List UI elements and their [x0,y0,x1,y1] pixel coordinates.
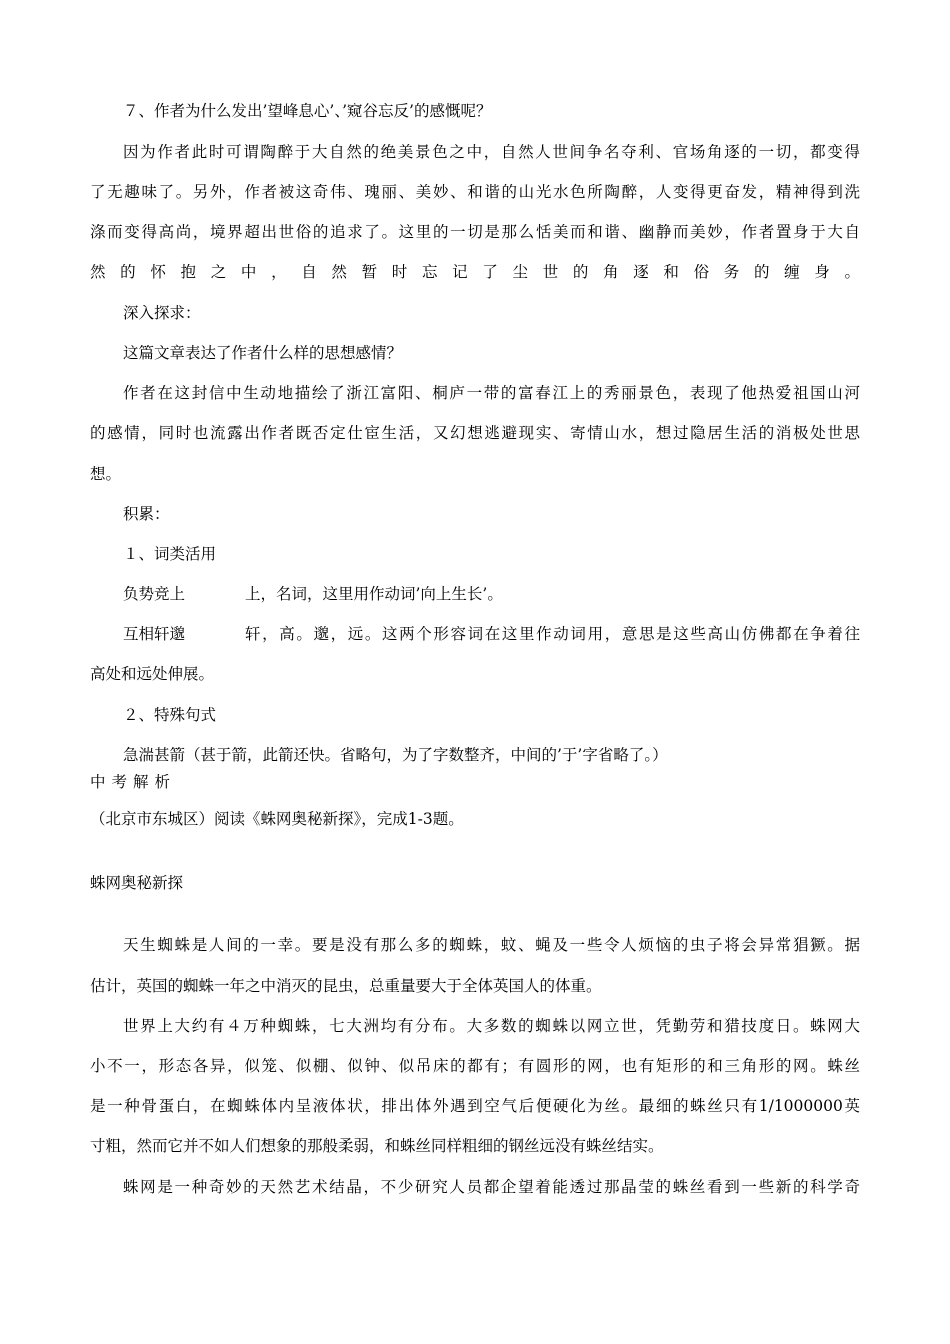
article-title: 蛛网奥秘新探 [90,874,184,892]
item-1-term: 负势竞上 [123,585,186,603]
explore-heading: 深入探求： [123,304,201,322]
exam-heading: 中考解析 [90,773,177,791]
item-2-term: 互相轩邈 [123,625,186,643]
accumulate-heading: 积累： [123,505,170,523]
answer-7-line-4: 然的怀抱之中，自然暂时忘记了尘世的角逐和俗务的缠身。 [90,263,860,281]
item-3: 急湍甚箭（甚于箭，此箭还快。省略句，为了字数整齐，中间的’于’字省略了。） [123,746,668,764]
article-p2-line-1: 世界上大约有４万种蜘蛛，七大洲均有分布。大多数的蜘蛛以网立世，凭勤劳和猎技度日。蛛网大 [123,1017,860,1035]
article-p2-line-3: 是一种骨蛋白，在蜘蛛体内呈液体状，排出体外遇到空气后便硬化为丝。最细的蛛丝只有1/1000000英 [90,1097,860,1115]
explore-question: 这篇文章表达了作者什么样的思想感情？ [123,344,403,362]
question-7: ７、作者为什么发出’望峰息心’、’窥谷忘反’的感慨呢？ [123,102,492,120]
item-1-desc: 上，名词，这里用作动词’向上生长’。 [245,585,503,603]
explore-answer-line-3: 想。 [90,465,122,483]
section-2-title: ２、特殊句式 [123,706,217,724]
answer-7-line-1: 因为作者此时可谓陶醉于大自然的绝美景色之中，自然人世间争名夺利、官场角逐的一切，都变得 [123,143,860,161]
article-p3-line-1: 蛛网是一种奇妙的天然艺术结晶，不少研究人员都企望着能透过那晶莹的蛛丝看到一些新的科学奇 [123,1178,860,1196]
answer-7-line-3: 涤而变得高尚，境界超出世俗的追求了。这里的一切是那么恬美而和谐、幽静而美妙，作者置身于大自 [90,223,860,241]
explore-answer-line-2: 的感情，同时也流露出作者既否定仕宦生活，又幻想逃避现实、寄情山水，想过隐居生活的消极处世思 [90,424,860,442]
item-2-desc-line-1: 轩，高。邈，远。这两个形容词在这里作动词用，意思是这些高山仿佛都在争着往 [245,625,860,643]
explore-answer-line-1: 作者在这封信中生动地描绘了浙江富阳、桐庐一带的富春江上的秀丽景色，表现了他热爱祖国山河 [123,384,860,402]
article-p2-line-4: 寸粗，然而它并不如人们想象的那般柔弱，和蛛丝同样粗细的钢丝远没有蛛丝结实。 [90,1137,664,1155]
article-p1-line-1: 天生蜘蛛是人间的一幸。要是没有那么多的蜘蛛，蚊、蝇及一些令人烦恼的虫子将会异常猖獗。据 [123,936,860,954]
answer-7-line-2: 了无趣味了。另外，作者被这奇伟、瑰丽、美妙、和谐的山光水色所陶醉，人变得更奋发，精神得到洗 [90,183,860,201]
item-2-desc-line-2: 高处和远处伸展。 [90,665,215,683]
exam-intro: （北京市东城区）阅读《蛛网奥秘新探》，完成1-3题。 [90,810,464,828]
section-1-title: １、词类活用 [123,545,217,563]
article-p2-line-2: 小不一，形态各异，似笼、似棚、似钟、似吊床的都有；有圆形的网，也有矩形的和三角形的网。蛛丝 [90,1057,860,1075]
article-p1-line-2: 估计，英国的蜘蛛一年之中消灭的昆虫，总重量要大于全体英国人的体重。 [90,977,602,995]
